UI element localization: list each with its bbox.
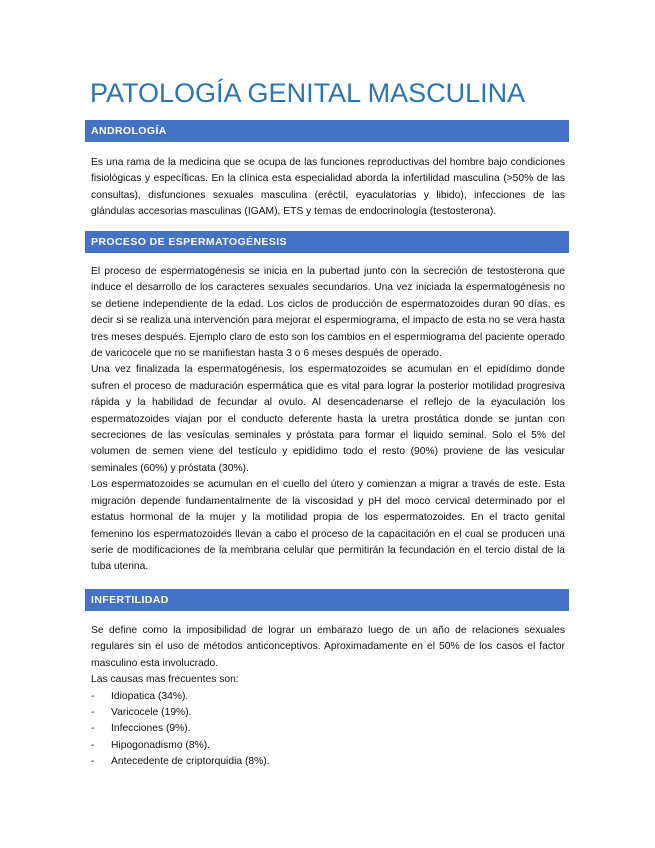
cause-text: Antecedente de criptorquidia (8%). xyxy=(111,756,270,768)
page-title: PATOLOGÍA GENITAL MASCULINA xyxy=(90,78,526,108)
cause-text: Idiopatica (34%). xyxy=(111,690,189,702)
causes-list xyxy=(91,689,565,771)
section-heading-espermatogenesis: PROCESO DE ESPERMATOGÉNESIS xyxy=(85,231,569,253)
espermatogenesis-paragraph-3: Los espermatozoides se acumulan en el cuello del útero y comienzan a migrar a través de este. Esta migración depende fundamentalmente de la viscosidad y pH del moco cervical determinado por el estatus hormonal de la mujer y la motilidad propia de los espermatozoides. En el tracto genital femenino los espermatozoides llevan a cabo el proceso de la capacitación en el cual se producen una serie de modificaciones de la membrana celular que permitirán la fecundación en el tercio distal de la tuba uterina. xyxy=(91,479,565,573)
andrologia-text xyxy=(91,155,565,221)
espermatogenesis-text xyxy=(91,264,565,576)
section-heading-infertilidad: INFERTILIDAD xyxy=(85,589,569,611)
espermatogenesis-paragraph-2: Una vez finalizada la espermatogénesis, los espermatozoides se acumulan en el epidídimo donde sufren el proceso de maduración espermática que es vital para lograr la posterior motilidad progresiva rápida y la habilidad de fecundar al ovulo. Al desencadenarse el reflejo de la eyaculación los espermatozoides viajan por el conducto deferente hasta la uretra prostática donde se juntan con secreciones de las vesículas seminales y próstata para formar el liquido seminal. Solo el 5% del volumen de semen viene del testículo y epidídimo todo el resto (90%) proviene de las vesicular seminales (60%) y próstata (30%). xyxy=(91,364,565,474)
andrologia-paragraph: Es una rama de la medicina que se ocupa de las funciones reproductivas del hombre bajo condiciones fisiológicas y específicas. En la clínica esta especialidad aborda la infertilidad masculina (>50% de las consultas), disfunciones sexuales masculina (eréctil, eyaculatorias y libido), infecciones de las glándulas accesorias masculinas (IGAM), ETS y temas de endocrinología (testosterona). xyxy=(91,157,565,218)
cause-text: Varicocele (19%). xyxy=(111,707,192,719)
list-marker: - xyxy=(91,707,95,719)
section-heading-andrologia: ANDROLOGÍA xyxy=(85,120,569,142)
list-marker: - xyxy=(91,756,95,768)
infertilidad-paragraph: Se define como la imposibilidad de lograr un embarazo luego de un año de relaciones sexuales regulares sin el uso de métodos anticonceptivos. Aproximadamente en el 50% de los casos el factor masculino esta involucrado. xyxy=(91,625,565,669)
infertilidad-text xyxy=(91,623,565,771)
list-item xyxy=(91,705,565,721)
list-item xyxy=(91,754,565,770)
list-item xyxy=(91,738,565,754)
list-item xyxy=(91,689,565,705)
cause-text: Hipogonadismo (8%). xyxy=(111,739,211,751)
cause-text: Infecciones (9%). xyxy=(111,723,191,735)
list-marker: - xyxy=(91,690,95,702)
causes-intro: Las causas mas frecuentes son: xyxy=(91,674,239,686)
list-marker: - xyxy=(91,739,95,751)
list-marker: - xyxy=(91,723,95,735)
list-item xyxy=(91,721,565,737)
espermatogenesis-paragraph-1: El proceso de espermatogénesis se inicia en la pubertad junto con la secreción de testosterona que induce el desarrollo de los caracteres sexuales secundarios. Una vez iniciada la espermatogénesis no se detiene independiente de la edad. Los ciclos de producción de espermatozoides duran 90 días, es decir si se realiza una intervención para mejorar el espermiograma, el impacto de esta no se vera hasta tres meses después. Ejemplo claro de esto son los cambios en el espermiograma del paciente operado de varicocele que no se manifiestan hasta 3 o 6 meses después de operado. xyxy=(91,266,565,360)
